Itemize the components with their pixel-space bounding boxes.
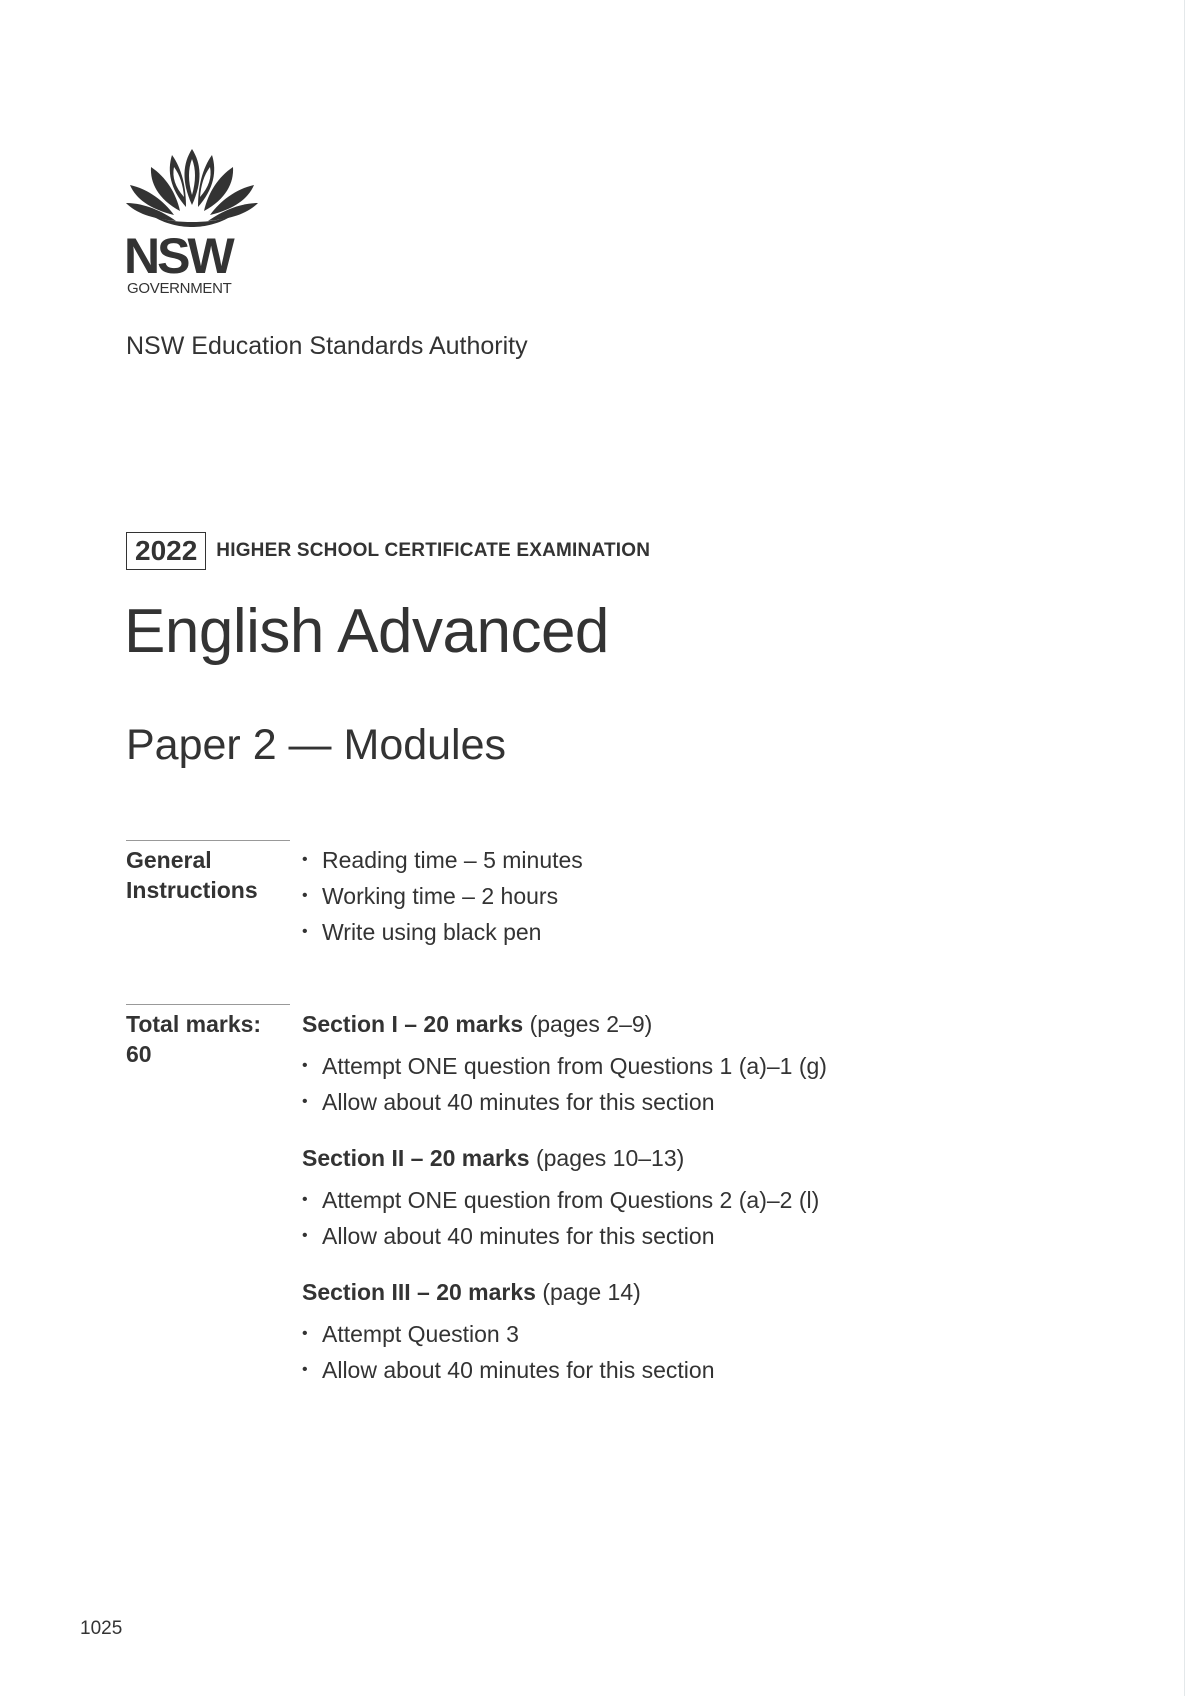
instructions-label-line: Instructions xyxy=(126,877,258,903)
list-item: • Allow about 40 minutes for this section xyxy=(302,1084,827,1120)
section-2-pages: (pages 10–13) xyxy=(535,1145,685,1171)
list-item: • Reading time – 5 minutes xyxy=(302,842,583,878)
section-3-list xyxy=(302,1316,714,1388)
section-2-title: Section II – 20 marks xyxy=(302,1145,530,1171)
list-item: • Attempt ONE question from Questions 1 (a)–1 (g) xyxy=(302,1048,827,1084)
exam-year: 2022 xyxy=(126,532,206,570)
logo-subtitle: GOVERNMENT xyxy=(127,280,232,297)
total-marks-text: Total marks: xyxy=(126,1011,262,1037)
section-2-heading xyxy=(302,1143,684,1173)
total-marks-value: 60 xyxy=(126,1041,152,1067)
general-instructions-list xyxy=(302,842,583,950)
authority-name: NSW Education Standards Authority xyxy=(126,332,528,360)
subject-title: English Advanced xyxy=(124,597,609,666)
page-edge xyxy=(1184,0,1185,1696)
section-1-pages: (pages 2–9) xyxy=(529,1011,653,1037)
list-item: • Working time – 2 hours xyxy=(302,878,583,914)
general-label-line: General xyxy=(126,847,212,873)
paper-code: 1025 xyxy=(80,1618,123,1639)
section-1-title: Section I – 20 marks xyxy=(302,1011,524,1037)
section-3-pages: (page 14) xyxy=(542,1279,641,1305)
waratah-icon xyxy=(124,145,260,231)
exam-title: HIGHER SCHOOL CERTIFICATE EXAMINATION xyxy=(216,540,651,561)
total-marks-label xyxy=(126,1009,261,1069)
exam-title-row xyxy=(126,532,650,570)
divider-rule xyxy=(126,1004,290,1005)
divider-rule xyxy=(126,840,290,841)
nsw-government-logo xyxy=(124,145,264,297)
section-3-heading xyxy=(302,1277,641,1307)
general-instructions-label xyxy=(126,845,258,905)
section-1-list xyxy=(302,1048,827,1120)
list-item: • Allow about 40 minutes for this section xyxy=(302,1352,714,1388)
section-1-heading xyxy=(302,1009,652,1039)
list-item: • Write using black pen xyxy=(302,914,583,950)
list-item: • Allow about 40 minutes for this section xyxy=(302,1218,819,1254)
list-item: • Attempt Question 3 xyxy=(302,1316,714,1352)
section-2-list xyxy=(302,1182,819,1254)
logo-wordmark: NSW xyxy=(124,228,232,284)
section-3-title: Section III – 20 marks xyxy=(302,1279,536,1305)
list-item: • Attempt ONE question from Questions 2 (a)–2 (l) xyxy=(302,1182,819,1218)
paper-title: Paper 2 — Modules xyxy=(126,721,507,769)
